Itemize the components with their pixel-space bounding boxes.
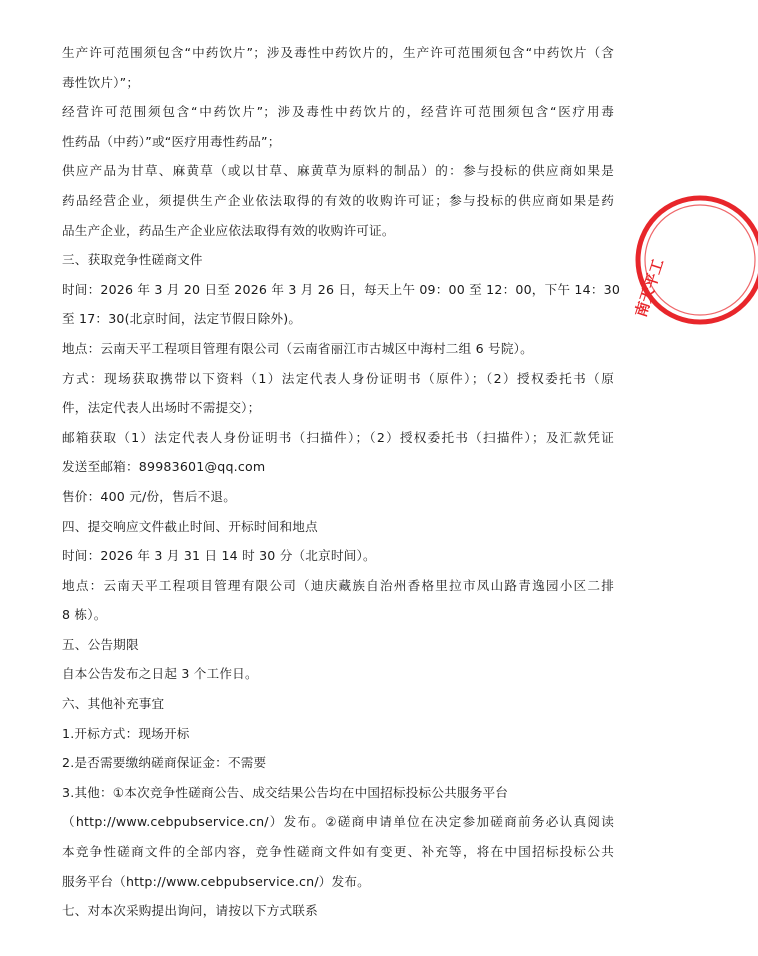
line-22: 自本公告发布之日起 3 个工作日。 xyxy=(62,666,258,682)
line-29: 服务平台（http://www.cebpubservice.cn/）发布。 xyxy=(62,873,370,889)
line-20: 8 栋）。 xyxy=(62,607,107,623)
company-seal-right xyxy=(631,190,758,330)
document-body xyxy=(62,38,621,926)
line-13: 件，法定代表人出场时不需提交）； xyxy=(62,400,261,416)
line-28: 本竞争性磋商文件的全部内容，竞争性磋商文件如有变更、补充等，将在中国招标投标公共 xyxy=(62,844,614,860)
line-16: 售价：400 元/份，售后不退。 xyxy=(62,488,237,504)
line-2: 毒性饮片）”； xyxy=(62,74,140,90)
line-4: 性药品（中药）”或“医疗用毒性药品”； xyxy=(62,133,281,149)
line-14: 邮箱获取（1）法定代表人身份证明书（扫描件）；（2）授权委托书（扫描件）；及汇款凭证 xyxy=(62,429,614,445)
line-19: 地点：云南天平工程项目管理有限公司（迪庆藏族自治州香格里拉市凤山路青逸园小区二排 xyxy=(62,577,614,593)
line-10: 至 17：30(北京时间，法定节假日除外)。 xyxy=(62,311,302,327)
section-5-heading: 五、公告期限 xyxy=(62,636,139,652)
section-4-heading: 四、提交响应文件截止时间、开标时间和地点 xyxy=(62,518,318,534)
section-3-heading: 三、获取竞争性磋商文件 xyxy=(62,252,203,268)
line-15: 发送至邮箱：89983601@qq.com xyxy=(62,459,266,475)
line-9: 时间：2026 年 3 月 20 日至 2026 年 3 月 26 日，每天上午 09：00 至 12：00，下午 14：30 xyxy=(62,281,621,297)
seal-glyph-1: 南天平工 xyxy=(631,256,668,320)
line-11: 地点：云南天平工程项目管理有限公司（云南省丽江市古城区中海村二组 6 号院）。 xyxy=(62,340,533,356)
line-24: 1.开标方式：现场开标 xyxy=(62,725,190,741)
line-26: 3.其他：①本次竞争性磋商公告、成交结果公告均在中国招标投标公共服务平台 xyxy=(62,784,509,800)
line-18: 时间：2026 年 3 月 31 日 14 时 30 分（北京时间）。 xyxy=(62,548,376,564)
section-7-heading: 七、对本次采购提出询问，请按以下方式联系 xyxy=(62,903,318,919)
company-seal-left xyxy=(0,205,22,323)
line-3: 经营许可范围须包含“中药饮片”；涉及毒性中药饮片的，经营许可范围须包含“医疗用毒 xyxy=(62,104,614,120)
line-12: 方式：现场获取携带以下资料（1）法定代表人身份证明书（原件）；（2）授权委托书（原 xyxy=(62,370,614,386)
line-1: 生产许可范围须包含“中药饮片”；涉及毒性中药饮片的，生产许可范围须包含“中药饮片（含 xyxy=(62,45,614,60)
line-6: 药品经营企业，须提供生产企业依法取得的有效的收购许可证；参与投标的供应商如果是药 xyxy=(62,192,614,208)
section-6-heading: 六、其他补充事宜 xyxy=(62,696,165,712)
line-27: （http://www.cebpubservice.cn/）发布。②磋商申请单位在决定参加磋商前务必认真阅读 xyxy=(62,814,614,830)
line-5: 供应产品为甘草、麻黄草（或以甘草、麻黄草为原料的制品）的：参与投标的供应商如果是 xyxy=(62,163,614,179)
line-25: 2.是否需要缴纳磋商保证金：不需要 xyxy=(62,755,267,771)
line-7: 品生产企业，药品生产企业应依法取得有效的收购许可证。 xyxy=(62,222,395,238)
